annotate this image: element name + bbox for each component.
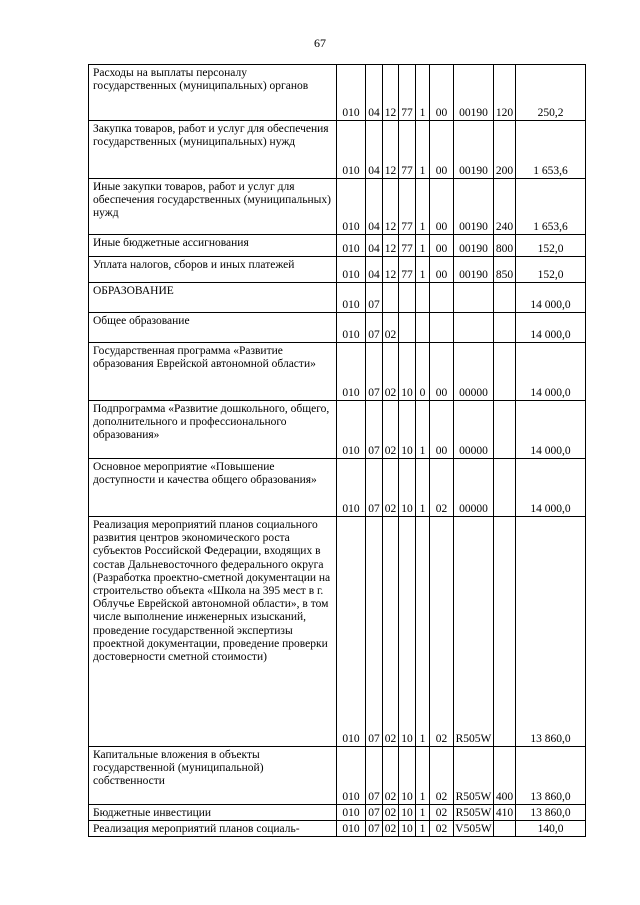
subsection-code-cell: 02 xyxy=(383,517,399,747)
subprogram-code-cell: 1 xyxy=(416,821,430,837)
row-name-cell: Иные бюджетные ассигнования xyxy=(89,235,337,257)
event-code-cell: 00 xyxy=(430,121,454,179)
table-row xyxy=(89,805,586,821)
expense-type-cell xyxy=(494,401,516,459)
amount-cell: 152,0 xyxy=(516,257,586,283)
expense-type-cell xyxy=(494,459,516,517)
direction-code-cell: V505W xyxy=(454,821,494,837)
admin-code-cell: 010 xyxy=(337,235,366,257)
section-code-cell: 04 xyxy=(366,121,383,179)
row-name-cell: Реализация мероприятий планов социаль- xyxy=(89,821,337,837)
program-code-cell xyxy=(399,313,416,343)
amount-cell: 14 000,0 xyxy=(516,459,586,517)
event-code-cell: 00 xyxy=(430,401,454,459)
admin-code-cell: 010 xyxy=(337,517,366,747)
program-code-cell: 10 xyxy=(399,343,416,401)
expense-type-cell xyxy=(494,517,516,747)
admin-code-cell: 010 xyxy=(337,747,366,805)
amount-cell: 13 860,0 xyxy=(516,747,586,805)
table-row xyxy=(89,235,586,257)
subprogram-code-cell: 1 xyxy=(416,401,430,459)
row-name-cell: Бюджетные инвестиции xyxy=(89,805,337,821)
subsection-code-cell: 02 xyxy=(383,459,399,517)
direction-code-cell: 00190 xyxy=(454,121,494,179)
subsection-code-cell: 02 xyxy=(383,313,399,343)
table-row xyxy=(89,257,586,283)
admin-code-cell: 010 xyxy=(337,179,366,235)
expense-type-cell: 120 xyxy=(494,65,516,121)
table-row xyxy=(89,343,586,401)
event-code-cell: 00 xyxy=(430,257,454,283)
subsection-code-cell: 12 xyxy=(383,235,399,257)
expense-type-cell xyxy=(494,343,516,401)
table-row xyxy=(89,459,586,517)
event-code-cell: 02 xyxy=(430,459,454,517)
table-row xyxy=(89,821,586,837)
subsection-code-cell: 02 xyxy=(383,401,399,459)
amount-cell: 250,2 xyxy=(516,65,586,121)
expense-type-cell: 800 xyxy=(494,235,516,257)
section-code-cell: 07 xyxy=(366,747,383,805)
table-row xyxy=(89,747,586,805)
expense-type-cell: 400 xyxy=(494,747,516,805)
program-code-cell: 77 xyxy=(399,65,416,121)
program-code-cell: 77 xyxy=(399,179,416,235)
table-row xyxy=(89,121,586,179)
program-code-cell xyxy=(399,283,416,313)
subprogram-code-cell: 1 xyxy=(416,235,430,257)
subprogram-code-cell: 1 xyxy=(416,121,430,179)
subprogram-code-cell: 1 xyxy=(416,179,430,235)
amount-cell: 1 653,6 xyxy=(516,121,586,179)
amount-cell: 13 860,0 xyxy=(516,805,586,821)
section-code-cell: 07 xyxy=(366,401,383,459)
page-number: 67 xyxy=(314,36,326,50)
admin-code-cell: 010 xyxy=(337,257,366,283)
subsection-code-cell: 02 xyxy=(383,343,399,401)
admin-code-cell: 010 xyxy=(337,313,366,343)
amount-cell: 14 000,0 xyxy=(516,401,586,459)
direction-code-cell: 00000 xyxy=(454,401,494,459)
direction-code-cell: 00190 xyxy=(454,179,494,235)
event-code-cell: 02 xyxy=(430,747,454,805)
row-name-cell: Расходы на выплаты персоналу государственных (муниципальных) органов xyxy=(89,65,337,121)
table-row xyxy=(89,517,586,747)
program-code-cell: 10 xyxy=(399,517,416,747)
program-code-cell: 10 xyxy=(399,821,416,837)
row-name-cell: Государственная программа «Развитие образования Еврейской автономной области» xyxy=(89,343,337,401)
table-row xyxy=(89,313,586,343)
subsection-code-cell xyxy=(383,283,399,313)
subsection-code-cell: 02 xyxy=(383,821,399,837)
section-code-cell: 04 xyxy=(366,257,383,283)
direction-code-cell: R505W xyxy=(454,517,494,747)
expense-type-cell xyxy=(494,283,516,313)
direction-code-cell: R505W xyxy=(454,747,494,805)
subsection-code-cell: 12 xyxy=(383,257,399,283)
subprogram-code-cell: 1 xyxy=(416,459,430,517)
subsection-code-cell: 02 xyxy=(383,747,399,805)
admin-code-cell: 010 xyxy=(337,459,366,517)
subprogram-code-cell: 1 xyxy=(416,517,430,747)
row-name-cell: Основное мероприятие «Повышение доступности и качества общего образования» xyxy=(89,459,337,517)
event-code-cell: 00 xyxy=(430,65,454,121)
direction-code-cell: 00190 xyxy=(454,257,494,283)
amount-cell: 1 653,6 xyxy=(516,179,586,235)
budget-table xyxy=(88,64,586,837)
section-code-cell: 07 xyxy=(366,313,383,343)
event-code-cell: 02 xyxy=(430,517,454,747)
section-code-cell: 07 xyxy=(366,517,383,747)
program-code-cell: 10 xyxy=(399,747,416,805)
table-body xyxy=(89,65,586,837)
program-code-cell: 77 xyxy=(399,235,416,257)
section-code-cell: 04 xyxy=(366,235,383,257)
admin-code-cell: 010 xyxy=(337,805,366,821)
section-code-cell: 04 xyxy=(366,65,383,121)
subprogram-code-cell xyxy=(416,313,430,343)
expense-type-cell xyxy=(494,313,516,343)
section-code-cell: 07 xyxy=(366,343,383,401)
row-name-cell: Общее образование xyxy=(89,313,337,343)
amount-cell: 14 000,0 xyxy=(516,313,586,343)
event-code-cell: 02 xyxy=(430,821,454,837)
subsection-code-cell: 12 xyxy=(383,121,399,179)
row-name-cell: Реализация мероприятий планов социального развития центров экономического роста субъектов Российской Федерации, входящих в состав Дальневосточного федерального округа (Разработка проектно-сметной документации на строительство объекта «Школа на 395 мест в г. Облучье Еврейской автономной области», в том числе выполнение инженерных изысканий, проведение государственной экспертизы проектной документации, проведение проверки достоверности сметной стоимости) xyxy=(89,517,337,747)
program-code-cell: 77 xyxy=(399,121,416,179)
amount-cell: 13 860,0 xyxy=(516,517,586,747)
amount-cell: 152,0 xyxy=(516,235,586,257)
subsection-code-cell: 02 xyxy=(383,805,399,821)
event-code-cell: 00 xyxy=(430,179,454,235)
amount-cell: 14 000,0 xyxy=(516,343,586,401)
section-code-cell: 07 xyxy=(366,283,383,313)
direction-code-cell: R505W xyxy=(454,805,494,821)
row-name-cell: Уплата налогов, сборов и иных платежей xyxy=(89,257,337,283)
direction-code-cell: 00190 xyxy=(454,65,494,121)
expense-type-cell: 410 xyxy=(494,805,516,821)
program-code-cell: 10 xyxy=(399,805,416,821)
row-name-cell: Капитальные вложения в объекты государственной (муниципальной) собственности xyxy=(89,747,337,805)
direction-code-cell: 00000 xyxy=(454,459,494,517)
admin-code-cell: 010 xyxy=(337,401,366,459)
amount-cell: 140,0 xyxy=(516,821,586,837)
admin-code-cell: 010 xyxy=(337,821,366,837)
subprogram-code-cell: 0 xyxy=(416,343,430,401)
row-name-cell: Подпрограмма «Развитие дошкольного, общего, дополнительного и профессионального образования» xyxy=(89,401,337,459)
expense-type-cell: 240 xyxy=(494,179,516,235)
section-code-cell: 07 xyxy=(366,459,383,517)
expense-type-cell: 200 xyxy=(494,121,516,179)
table-row xyxy=(89,65,586,121)
direction-code-cell: 00000 xyxy=(454,343,494,401)
event-code-cell xyxy=(430,313,454,343)
program-code-cell: 10 xyxy=(399,401,416,459)
admin-code-cell: 010 xyxy=(337,343,366,401)
section-code-cell: 07 xyxy=(366,821,383,837)
subprogram-code-cell: 1 xyxy=(416,747,430,805)
program-code-cell: 10 xyxy=(399,459,416,517)
admin-code-cell: 010 xyxy=(337,283,366,313)
row-name-cell: ОБРАЗОВАНИЕ xyxy=(89,283,337,313)
subprogram-code-cell: 1 xyxy=(416,257,430,283)
subsection-code-cell: 12 xyxy=(383,65,399,121)
admin-code-cell: 010 xyxy=(337,65,366,121)
expense-type-cell: 850 xyxy=(494,257,516,283)
subprogram-code-cell: 1 xyxy=(416,65,430,121)
expense-type-cell xyxy=(494,821,516,837)
row-name-cell: Иные закупки товаров, работ и услуг для обеспечения государственных (муниципальных) нужд xyxy=(89,179,337,235)
event-code-cell: 02 xyxy=(430,805,454,821)
section-code-cell: 07 xyxy=(366,805,383,821)
subprogram-code-cell: 1 xyxy=(416,805,430,821)
table-row xyxy=(89,179,586,235)
direction-code-cell xyxy=(454,313,494,343)
table-row xyxy=(89,401,586,459)
subprogram-code-cell xyxy=(416,283,430,313)
row-name-cell: Закупка товаров, работ и услуг для обеспечения государственных (муниципальных) нужд xyxy=(89,121,337,179)
table-row xyxy=(89,283,586,313)
direction-code-cell: 00190 xyxy=(454,235,494,257)
event-code-cell xyxy=(430,283,454,313)
amount-cell: 14 000,0 xyxy=(516,283,586,313)
event-code-cell: 00 xyxy=(430,343,454,401)
section-code-cell: 04 xyxy=(366,179,383,235)
direction-code-cell xyxy=(454,283,494,313)
admin-code-cell: 010 xyxy=(337,121,366,179)
subsection-code-cell: 12 xyxy=(383,179,399,235)
event-code-cell: 00 xyxy=(430,235,454,257)
program-code-cell: 77 xyxy=(399,257,416,283)
